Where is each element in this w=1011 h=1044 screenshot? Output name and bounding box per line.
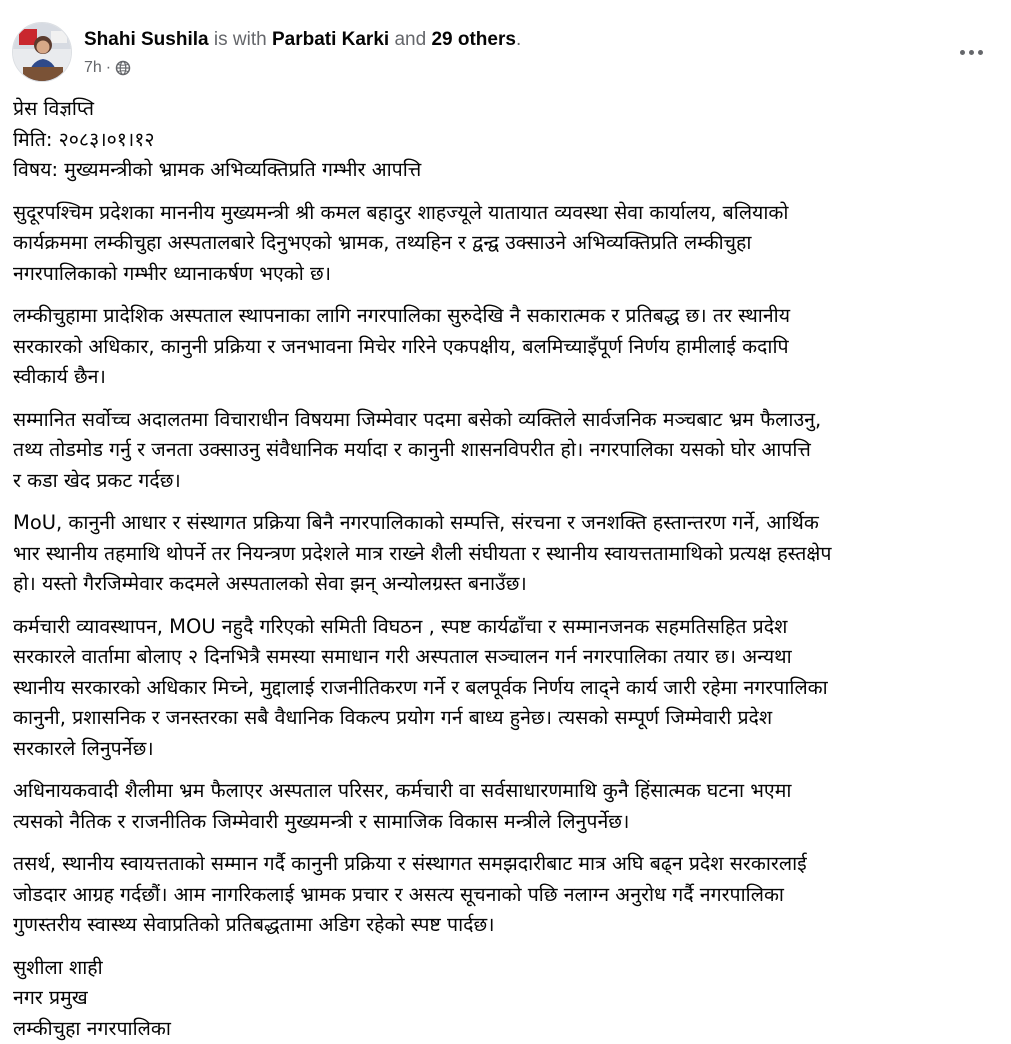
paragraph-line: नगरपालिकाको गम्भीर ध्यानाकर्षण भएको छ। <box>13 259 998 290</box>
paragraph-line: सरकारको अधिकार, कानुनी प्रक्रिया र जनभावना मिचेर गरिने एकपक्षीय, बलमिच्याइँपूर्ण निर्णय हामीलाई कदापि <box>13 332 998 363</box>
paragraph-line: सरकारले लिनुपर्नेछ। <box>13 734 998 765</box>
heading-line: मिति: २०८३।०१।१२ <box>13 125 998 156</box>
heading-line: प्रेस विज्ञप्ति <box>13 94 998 125</box>
avatar[interactable] <box>12 22 72 82</box>
paragraph-line: तथ्य तोडमोड गर्नु र जनता उक्साउनु संवैधानिक मर्यादा र कानुनी शासनविपरीत हो। नगरपालिका यसको घोर आपत्ति <box>13 435 998 466</box>
paragraph-line: सम्मानित सर्वोच्च अदालतमा विचाराधीन विषयमा जिम्मेवार पदमा बसेको व्यक्तिले सार्वजनिक मञ्चबाट भ्रम फैलाउनु, <box>13 405 998 436</box>
and-text: and <box>394 29 426 50</box>
author-line <box>84 28 521 52</box>
paragraph <box>13 198 998 290</box>
paragraph-line: सुदूरपश्चिम प्रदेशका माननीय मुख्यमन्त्री श्री कमल बहादुर शाहज्यूले यातायात व्यवस्था सेवा कार्यालय, बलियाको <box>13 198 998 229</box>
more-options-button[interactable] <box>953 38 989 66</box>
paragraph-line: लम्कीचुहामा प्रादेशिक अस्पताल स्थापनाका लागि नगरपालिका सुरुदेखि नै सकारात्मक र प्रतिबद्ध छ। तर स्थानीय <box>13 301 998 332</box>
heading-line: विषय: मुख्यमन्त्रीको भ्रामक अभिव्यक्तिप्रति गम्भीर आपत्ति <box>13 155 998 186</box>
paragraph-line: सरकारले वार्तामा बोलाए २ दिनभित्रै समस्या समाधान गरी अस्पताल सञ्चालन गर्न नगरपालिका तयार छ। अन्यथा <box>13 642 998 673</box>
post-paragraphs <box>13 198 998 941</box>
signature-block <box>13 953 998 1044</box>
post-time[interactable]: 7h <box>84 58 102 78</box>
paragraph <box>13 301 998 393</box>
signature-line: लम्कीचुहा नगरपालिका <box>13 1014 998 1044</box>
paragraph-line: स्वीकार्य छैन। <box>13 362 998 393</box>
paragraph-line: त्यसको नैतिक र राजनीतिक जिम्मेवारी मुख्यमन्त्री र सामाजिक विकास मन्त्रीले लिनुपर्नेछ। <box>13 807 998 838</box>
paragraph-line: हो। यस्तो गैरजिम्मेवार कदमले अस्पतालको सेवा झन् अन्योलग्रस्त बनाउँछ। <box>13 569 998 600</box>
more-options-icon <box>960 50 965 55</box>
tagged-person[interactable]: Parbati Karki <box>272 29 389 50</box>
paragraph-line: MoU, कानुनी आधार र संस्थागत प्रक्रिया बिनै नगरपालिकाको सम्पत्ति, संरचना र जनशक्ति हस्तान्तरण गर्ने, आर्थिक <box>13 508 998 539</box>
paragraph-line: तसर्थ, स्थानीय स्वायत्तताको सम्मान गर्दै कानुनी प्रक्रिया र संस्थागत समझदारीबाट मात्र अघि बढ्न प्रदेश सरकारलाई <box>13 849 998 880</box>
author-name[interactable]: Shahi Sushila <box>84 29 209 50</box>
press-release-heading <box>13 94 998 186</box>
paragraph-line: स्थानीय सरकारको अधिकार मिच्ने, मुद्दालाई राजनीतिकरण गर्ने र बलपूर्वक निर्णय लाद्ने कार्य जारी रहेमा नगरपालिका <box>13 673 998 704</box>
with-text: is with <box>214 29 267 50</box>
paragraph-line: र कडा खेद प्रकट गर्दछ। <box>13 466 998 497</box>
paragraph <box>13 405 998 497</box>
more-options-dot <box>978 50 983 55</box>
post-meta <box>84 58 131 78</box>
globe-icon[interactable] <box>115 60 131 76</box>
tagged-others-link[interactable]: 29 others <box>431 29 515 50</box>
paragraph-line: कानुनी, प्रशासनिक र जनस्तरका सबै वैधानिक विकल्प प्रयोग गर्न बाध्य हुनेछ। त्यसको सम्पूर्ण जिम्मेवारी प्रदेश <box>13 703 998 734</box>
signature-line: सुशीला शाही <box>13 953 998 984</box>
post-body <box>13 94 998 1044</box>
paragraph-line: कार्यक्रममा लम्कीचुहा अस्पतालबारे दिनुभएको भ्रामक, तथ्यहिन र द्वन्द्व उक्साउने अभिव्यक्तिप्रति लम्कीचुहा <box>13 228 998 259</box>
post-header <box>12 22 997 88</box>
signature-line: नगर प्रमुख <box>13 983 998 1014</box>
paragraph-line: अधिनायकवादी शैलीमा भ्रम फैलाएर अस्पताल परिसर, कर्मचारी वा सर्वसाधारणमाथि कुनै हिंसात्मक घटना भएमा <box>13 776 998 807</box>
period: . <box>516 29 521 50</box>
paragraph-line: जोडदार आग्रह गर्दछौं। आम नागरिकलाई भ्रामक प्रचार र असत्य सूचनाको पछि नलाग्न अनुरोध गर्दै नगरपालिका <box>13 880 998 911</box>
paragraph <box>13 849 998 941</box>
profile-photo-icon <box>13 23 72 82</box>
paragraph <box>13 508 998 600</box>
paragraph-line: भार स्थानीय तहमाथि थोपर्ने तर नियन्त्रण प्रदेशले मात्र राख्ने शैली संघीयता र स्थानीय स्वायत्ततामाथिको प्रत्यक्ष हस्तक्षेप <box>13 539 998 570</box>
paragraph-line: गुणस्तरीय स्वास्थ्य सेवाप्रतिको प्रतिबद्धतामा अडिग रहेको स्पष्ट पार्दछ। <box>13 910 998 941</box>
more-options-dot <box>969 50 974 55</box>
paragraph-line: कर्मचारी व्यावस्थापन, MOU नहुदै गरिएको समिती विघठन , स्पष्ट कार्यढाँचा र सम्मानजनक सहमतिसहित प्रदेश <box>13 612 998 643</box>
paragraph <box>13 776 998 837</box>
paragraph <box>13 612 998 765</box>
meta-separator: · <box>106 58 111 78</box>
